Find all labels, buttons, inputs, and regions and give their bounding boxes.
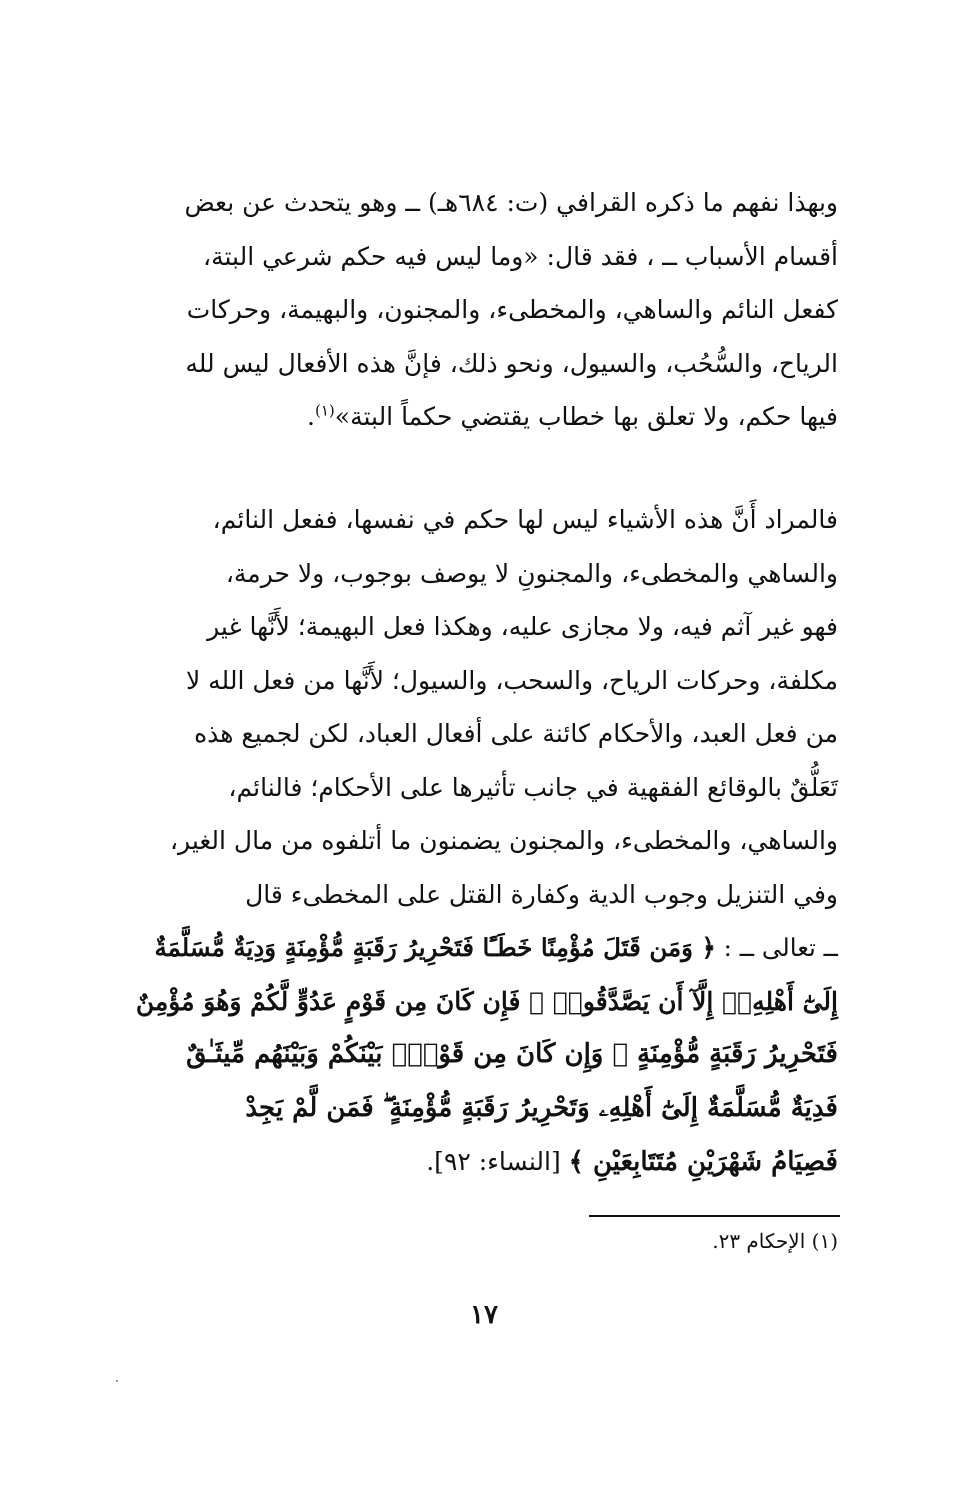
page-number: ١٧ bbox=[470, 1300, 498, 1330]
paragraph-explanation bbox=[134, 493, 838, 1189]
quran-verse-line: إِلَىٰٓ أَهْلِهِۦٓ إِلَّآ أَن يَصَّدَّقُوا۟ ۚ فَإِن كَانَ مِن قَوْمٍ عَدُوٍّ لَّكُمْ وَهُوَ مُؤْمِنٌ bbox=[135, 986, 838, 1016]
text-line-last bbox=[134, 390, 838, 444]
text-line: والساهي والمخطىء، والمجنونِ لا يوصف بوجوب، ولا حرمة، bbox=[225, 558, 838, 588]
text-line: فهو غير آثم فيه، ولا مجازى عليه، وهكذا فعل البهيمة؛ لأَنَّها غير bbox=[207, 612, 838, 641]
text-line: وبهذا نفهم ما ذكره القرافي (ت: ٦٨٤هـ) ــ وهو يتحدث عن بعض bbox=[184, 188, 838, 217]
quran-verse-text: فَصِيَامُ شَهْرَيْنِ مُتَتَابِعَيْنِ ﴾ bbox=[568, 1147, 838, 1177]
quran-verse-line: فَتَحْرِيرُ رَقَبَةٍ مُّؤْمِنَةٍ ۖ وَإِن كَانَ مِن قَوْمٍۭ بَيْنَكُمْ وَبَيْنَهُم مِّيثَـٰقٌ bbox=[186, 1039, 838, 1069]
text-line: كفعل النائم والساهي، والمخطىء، والمجنون، والبهيمة، وحركات bbox=[186, 295, 838, 324]
text-line: الرياح، والسُّحُب، والسيول، ونحو ذلك، فإنَّ هذه الأفعال ليس لله bbox=[185, 348, 838, 378]
sentence-end: . bbox=[307, 402, 315, 431]
scan-speck bbox=[116, 1380, 118, 1382]
quran-verse-line: فَدِيَةٌ مُّسَلَّمَةٌ إِلَىٰٓ أَهْلِهِۦ وَتَحْرِيرُ رَقَبَةٍ مُّؤْمِنَةٍ ۖ فَمَن لَّمْ يَجِدْ bbox=[245, 1092, 838, 1123]
footnote-separator bbox=[589, 1215, 840, 1217]
text-line: من فعل العبد، والأحكام كائنة على أفعال العباد، لكن لجميع هذه bbox=[194, 719, 838, 748]
verse-reference: [النساء: ٩٢]. bbox=[426, 1147, 561, 1176]
footnote: (١) الإحكام ٢٣. bbox=[712, 1229, 838, 1253]
text-line: مكلفة، وحركات الرياح، والسحب، والسيول؛ لأَنَّها من فعل الله لا bbox=[185, 665, 838, 695]
text-fragment: فيها حكم، ولا تعلق بها خطاب يقتضي حكماً البتة» bbox=[334, 402, 838, 431]
text-line: تَعَلُّقٌ بالوقائع الفقهية في جانب تأثيرها على الأحكام؛ فالنائم، bbox=[228, 772, 838, 802]
footnote-reference: (١) bbox=[315, 401, 335, 420]
verse-intro: ــ تعالى ــ : bbox=[723, 933, 838, 962]
quran-verse-text: ﴿ وَمَن قَتَلَ مُؤْمِنًا خَطَـًٔا فَتَحْرِيرُ رَقَبَةٍ مُّؤْمِنَةٍ وَدِيَةٌ مُّسَلَّمَةٌ bbox=[154, 933, 716, 962]
verse-line-first bbox=[134, 921, 838, 975]
text-line: وفي التنزيل وجوب الدية وكفارة القتل على المخطىء قال bbox=[245, 879, 838, 909]
text-line: أقسام الأسباب ــ ، فقد قال: «وما ليس فيه حكم شرعي البتة، bbox=[203, 241, 838, 271]
paragraph-quote-qarafi bbox=[134, 176, 838, 444]
text-line: والساهي، والمخطىء، والمجنون يضمنون ما أتلفوه من مال الغير، bbox=[169, 826, 838, 855]
text-line: فالمراد أَنَّ هذه الأشياء ليس لها حكم في نفسها، ففعل النائم، bbox=[212, 505, 838, 534]
verse-line-last bbox=[134, 1135, 838, 1189]
